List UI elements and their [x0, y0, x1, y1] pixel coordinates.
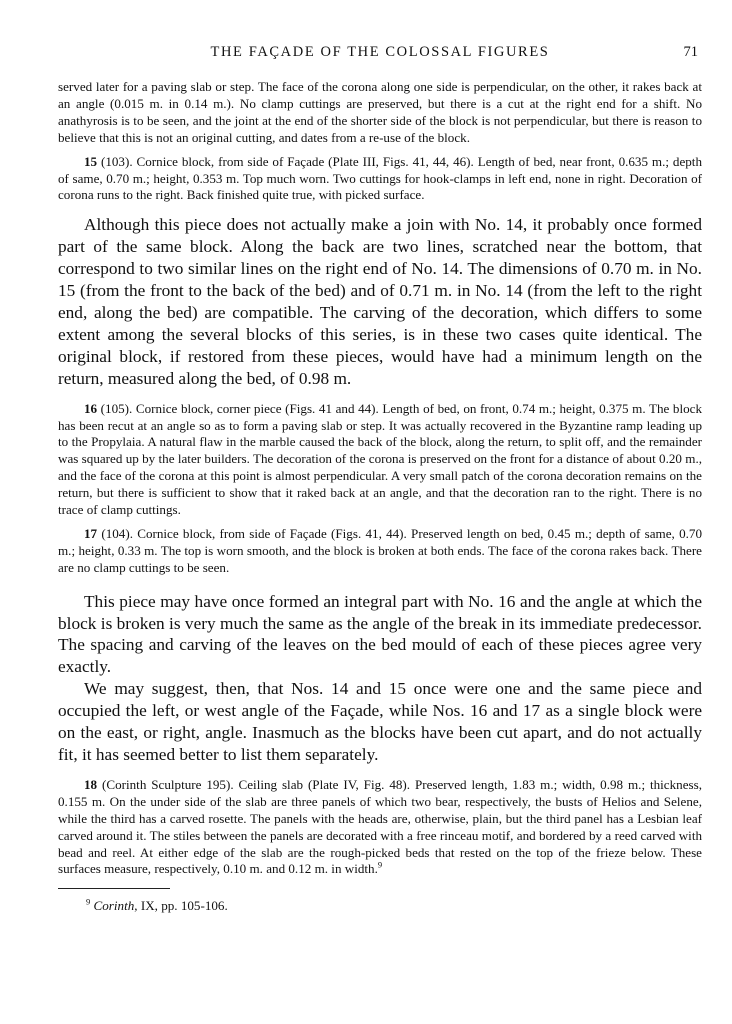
footnote-reference[interactable]: 9 [377, 860, 383, 871]
entry-number: 16 [84, 400, 98, 416]
page-header [58, 44, 702, 66]
footnote [86, 898, 702, 914]
paragraph-continued: served later for a paving slab or step. The face of the corona along one side is perpendicular, on the other, it rakes back at an angle (0.015 m. in 0.14 m.). No clamp cuttings are preserved, but there is a cut at the right end for a shift. No anathyrosis is to be seen, and the joint at the end of the shorter side of the block is not perpendicular, but there is reason to believe that this is not an original cutting, and dates from a re-use of the block. [58, 79, 702, 145]
entry-number: 15 [84, 153, 98, 169]
entry-text: (103). Cornice block, from side of Façade (Plate III, Figs. 41, 44, 46). Length of bed, near front, 0.635 m.; depth of same, 0.70 m.; height, 0.353 m. Top much worn. Two cuttings for hook-clamps in left end, none in right. Decoration of corona runs to the right. Back finished quite true, with picked surface. [58, 153, 702, 203]
entry-text: (104). Cornice block, from side of Façade (Figs. 41, 44). Preserved length on bed, 0.45 m.; depth of same, 0.70 m.; height, 0.33 m. The top is worn smooth, and the block is broken at both ends. The face of the corona rakes back. There are no clamp cuttings to be seen. [58, 525, 702, 575]
discussion-paragraph: Although this piece does not actually make a join with No. 14, it probably once formed part of the same block. Along the back are two lines, scratched near the bottom, that correspond to two similar lines on the right end of No. 14. The dimensions of 0.70 m. in No. 15 (from the front to the back of the bed) and of 0.71 m. in No. 14 (from the left to the right end, along the bed) are compatible. The carving of the decoration, which differs to some extent among the several blocks of this series, is in these two cases quite identical. The original block, if restored from these pieces, would have had a minimum length on the return, measured along the bed, of 0.98 m. [58, 215, 702, 388]
footnote-divider [58, 888, 170, 889]
document-page [58, 44, 702, 914]
footnote-title: Corinth [93, 898, 135, 914]
footnote-text: , IX, pp. 105-106. [134, 898, 228, 914]
running-title: THE FAÇADE OF THE COLOSSAL FIGURES [210, 44, 550, 60]
entry-number: 17 [84, 525, 98, 541]
entry-text: (105). Cornice block, corner piece (Figs. 41 and 44). Length of bed, on front, 0.74 m.; height, 0.375 m. The block has been recut at an angle so as to form a paving slab or step. It was actually recovered in the Byzantine ramp leading up to the Propylaia. A natural flaw in the marble caused the back of the block, along the return, to split off, and the remainder was squared up by the later builders. The decoration of the corona is preserved on the front for a distance of about 0.20 m., and the face of the corona at this point is almost perpendicular. A very small patch of the corona decoration remains on the return, but there is sufficient to show that it raked back at an angle, and that the decoration ran to the right. There is no trace of clamp cuttings. [58, 400, 702, 518]
catalogue-entry-16 [58, 401, 702, 519]
page-number: 71 [683, 44, 698, 60]
conclusion-paragraph: We may suggest, then, that Nos. 14 and 15 once were one and the same piece and occupied the left, or west angle of the Façade, while Nos. 16 and 17 as a single block were on the east, or right, angle. Inasmuch as the blocks have been cut apart, and do not actually fit, it has seemed better to list them separately. [58, 679, 702, 764]
entry-number: 18 [84, 776, 98, 792]
footnote-marker: 9 [86, 896, 91, 907]
catalogue-entry-18 [58, 777, 702, 878]
catalogue-entry-17 [58, 526, 702, 577]
catalogue-entry-15 [58, 154, 702, 205]
discussion-paragraph: This piece may have once formed an integral part with No. 16 and the angle at which the block is broken is very much the same as the angle of the break in its immediate predecessor. The spacing and carving of the leaves on the bed mould of each of these pieces agree very exactly. [58, 591, 702, 677]
entry-text: (Corinth Sculpture 195). Ceiling slab (Plate IV, Fig. 48). Preserved length, 1.83 m.; width, 0.98 m.; thickness, 0.155 m. On the under side of the slab are three panels of which two bear, respectively, the busts of Helios and Selene, while the third has a carved rosette. The panels with the heads are, otherwise, plain, but the third panel has a Lesbian leaf carved around it. The stiles between the panels are decorated with a free rinceau motif, and bordered by a reed carved with bead and reel. At either edge of the slab are the rough-picked beds that rested on the top of the frieze below. These surfaces measure, respectively, 0.10 m. and 0.12 m. in width. [58, 776, 702, 877]
